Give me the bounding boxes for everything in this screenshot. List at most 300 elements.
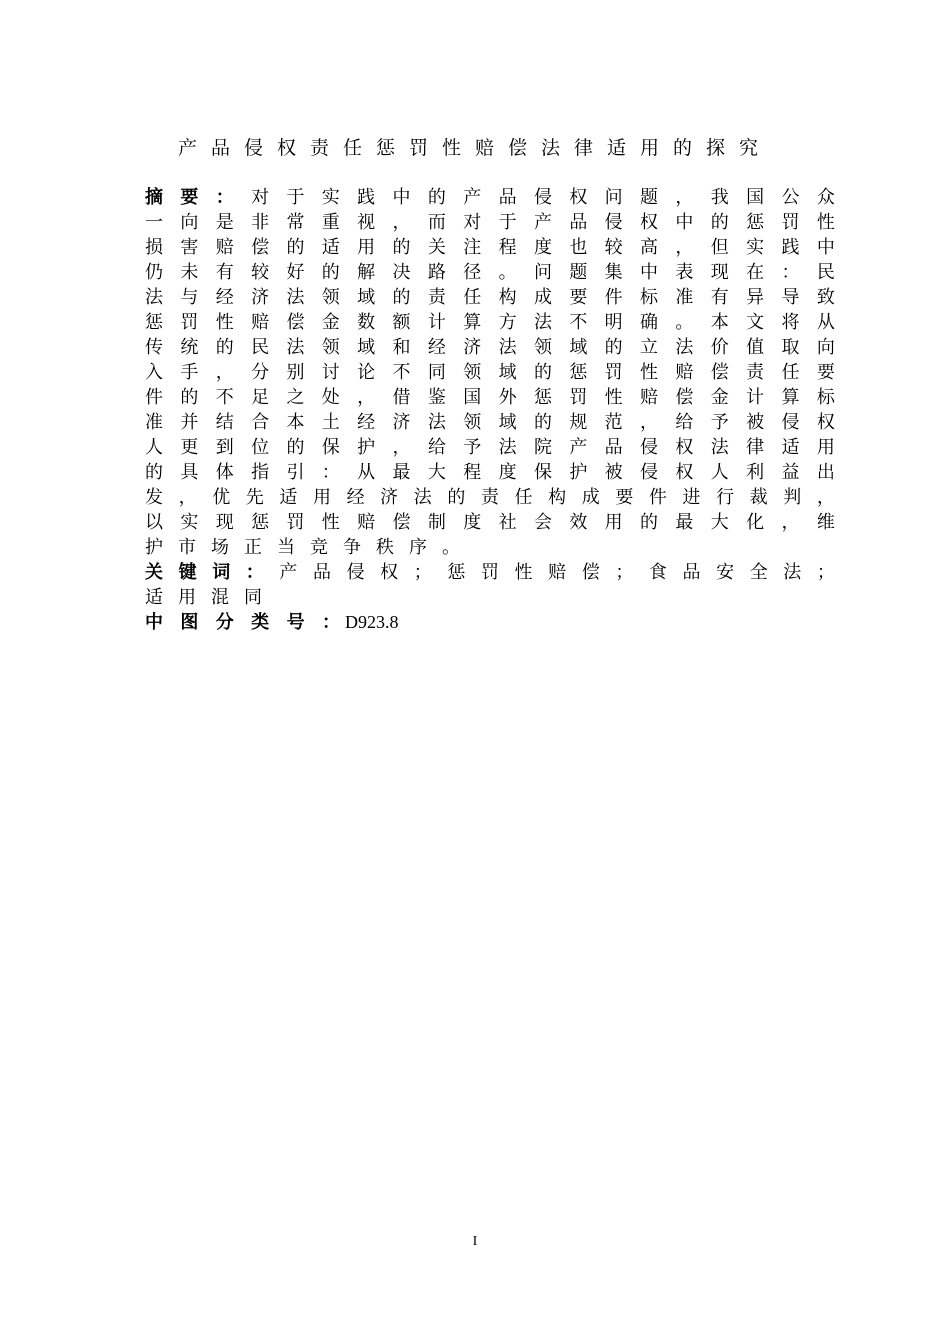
abstract-char: 标 — [640, 287, 659, 308]
abstract-char: 会 — [533, 512, 552, 533]
abstract-char: 计 — [746, 387, 765, 408]
abstract-char: 指 — [251, 462, 270, 483]
abstract-char: 准 — [675, 287, 694, 308]
abstract-char: 较 — [604, 237, 623, 258]
classification-label-char: 类 — [251, 612, 270, 633]
abstract-char: 实 — [321, 187, 340, 208]
abstract-char: 罚 — [604, 362, 623, 383]
keyword-char: 食 — [648, 562, 667, 583]
abstract-char: 程 — [498, 237, 517, 258]
abstract-char: 处 — [321, 387, 340, 408]
abstract-char: 程 — [463, 462, 482, 483]
abstract-char: 法 — [498, 337, 517, 358]
abstract-char: 济 — [463, 337, 482, 358]
abstract-char: 罚 — [569, 387, 588, 408]
keywords-label-char: 词 — [212, 562, 231, 583]
abstract-char: 别 — [286, 362, 305, 383]
abstract-char: 当 — [277, 537, 295, 558]
abstract-char: 的 — [640, 512, 659, 533]
abstract-char: 传 — [145, 337, 163, 358]
keyword-char: 安 — [716, 562, 735, 583]
abstract-char: 到 — [215, 437, 234, 458]
abstract-char: 惩 — [569, 362, 588, 383]
abstract-char: 以 — [145, 512, 163, 533]
abstract-char: 结 — [215, 412, 234, 433]
abstract-char: 偿 — [251, 237, 270, 258]
abstract-char: 标 — [816, 387, 835, 408]
keyword-char: 侵 — [346, 562, 365, 583]
abstract-char: 的 — [286, 237, 305, 258]
keywords-label-char: 键 — [178, 562, 197, 583]
abstract-char: 确 — [640, 312, 659, 333]
abstract-char: 经 — [346, 487, 365, 508]
abstract-line — [145, 335, 835, 360]
abstract-char: 大 — [710, 512, 729, 533]
abstract-char: 金 — [710, 387, 729, 408]
abstract-char: 秩 — [376, 537, 394, 558]
abstract-char: 权 — [816, 412, 835, 433]
abstract-char: 仍 — [145, 262, 163, 283]
abstract-line — [145, 460, 835, 485]
abstract-char: 数 — [357, 312, 376, 333]
keywords-label-char: 关 — [145, 562, 163, 583]
abstract-char: 品 — [498, 187, 517, 208]
abstract-char: 领 — [321, 287, 340, 308]
abstract-char: 产 — [463, 187, 482, 208]
abstract-char: 度 — [533, 237, 552, 258]
abstract-char: 中 — [816, 237, 835, 258]
abstract-char: 算 — [463, 312, 482, 333]
abstract-char: 的 — [604, 337, 623, 358]
abstract-char: 民 — [816, 262, 835, 283]
abstract-char: 予 — [463, 437, 482, 458]
abstract-char: 好 — [286, 262, 305, 283]
abstract-char: 进 — [682, 487, 701, 508]
abstract-char: ， — [781, 512, 800, 533]
abstract-char: 域 — [498, 362, 517, 383]
abstract-char: ： — [321, 462, 340, 483]
keyword-char: 同 — [244, 587, 262, 608]
abstract-char: 院 — [533, 437, 552, 458]
abstract-char: 范 — [604, 412, 623, 433]
abstract-char: 赔 — [675, 362, 694, 383]
abstract-line — [145, 485, 835, 510]
abstract-char: 度 — [498, 462, 517, 483]
abstract-char: 额 — [392, 312, 411, 333]
classification-label-char: 号 — [286, 612, 305, 633]
abstract-char: ， — [357, 387, 376, 408]
abstract-char: 众 — [816, 187, 835, 208]
abstract-char: 度 — [463, 512, 482, 533]
abstract-label-char: ： — [215, 187, 234, 208]
abstract-char: 成 — [533, 287, 552, 308]
abstract-line — [145, 410, 835, 435]
abstract-char: 优 — [212, 487, 231, 508]
abstract-char: 足 — [251, 387, 270, 408]
abstract-char: ， — [675, 237, 694, 258]
abstract-label-char: 要 — [180, 187, 199, 208]
abstract-char: 出 — [816, 462, 835, 483]
abstract-char: 济 — [392, 412, 411, 433]
abstract-char: 用 — [312, 487, 331, 508]
abstract-char: ， — [640, 412, 659, 433]
classification-label-char: 图 — [180, 612, 199, 633]
classification-label-char: ： — [321, 612, 340, 633]
abstract-char: 给 — [427, 437, 446, 458]
abstract-char: 问 — [604, 187, 623, 208]
abstract-char: ， — [392, 437, 411, 458]
abstract-char: 被 — [604, 462, 623, 483]
abstract-char: 径 — [463, 262, 482, 283]
abstract-char: ， — [675, 187, 694, 208]
abstract-char: 要 — [615, 487, 634, 508]
abstract-char: 之 — [286, 387, 305, 408]
abstract-char: 性 — [321, 512, 340, 533]
abstract-char: 。 — [442, 537, 460, 558]
abstract-char: 用 — [604, 512, 623, 533]
abstract-char: 惩 — [533, 387, 552, 408]
abstract-char: 场 — [211, 537, 229, 558]
abstract-char: 题 — [640, 187, 659, 208]
keyword-char: 品 — [682, 562, 701, 583]
abstract-char: 的 — [447, 487, 466, 508]
abstract-char: 是 — [215, 212, 234, 233]
abstract-char: 解 — [357, 262, 376, 283]
keyword-char: 罚 — [480, 562, 499, 583]
abstract-char: 视 — [357, 212, 376, 233]
abstract-char: 对 — [251, 187, 270, 208]
abstract-char: 借 — [392, 387, 411, 408]
abstract-char: 引 — [286, 462, 305, 483]
abstract-char: 方 — [498, 312, 517, 333]
abstract-char: 先 — [245, 487, 264, 508]
abstract-char: 赔 — [357, 512, 376, 533]
abstract-char: 侵 — [781, 412, 800, 433]
abstract-char: 侵 — [533, 187, 552, 208]
abstract-char: 本 — [710, 312, 729, 333]
abstract-char: 和 — [392, 337, 411, 358]
keyword-char: 赔 — [548, 562, 567, 583]
abstract-char: 经 — [215, 287, 234, 308]
abstract-char: 法 — [286, 337, 305, 358]
abstract-char: 适 — [321, 237, 340, 258]
abstract-char: 一 — [145, 212, 163, 233]
abstract-char: 统 — [180, 337, 199, 358]
abstract-char: 向 — [816, 337, 835, 358]
keyword-char: 惩 — [447, 562, 466, 583]
abstract-char: 计 — [427, 312, 446, 333]
abstract-char: 并 — [180, 412, 199, 433]
abstract-char: 从 — [357, 462, 376, 483]
abstract-char: 权 — [675, 462, 694, 483]
abstract-char: 对 — [463, 212, 482, 233]
abstract-char: 立 — [640, 337, 659, 358]
abstract-char: 值 — [746, 337, 765, 358]
abstract-char: 责 — [427, 287, 446, 308]
abstract-char: 的 — [533, 412, 552, 433]
keywords-line — [145, 560, 835, 585]
abstract-char: 导 — [781, 287, 800, 308]
abstract-char: 非 — [251, 212, 270, 233]
abstract-char: 致 — [816, 287, 835, 308]
abstract-line — [145, 210, 835, 235]
abstract-char: 民 — [251, 337, 270, 358]
abstract-line — [145, 260, 835, 285]
keyword-char: 混 — [211, 587, 229, 608]
abstract-char: 护 — [569, 462, 588, 483]
abstract-char: 中 — [640, 262, 659, 283]
abstract-label-char: 摘 — [145, 187, 163, 208]
abstract-first-line — [145, 185, 835, 210]
abstract-char: 侵 — [604, 212, 623, 233]
abstract-char: 益 — [781, 462, 800, 483]
abstract-char: 的 — [145, 462, 163, 483]
classification-label — [145, 610, 340, 635]
abstract-line — [145, 360, 835, 385]
abstract-char: 国 — [463, 387, 482, 408]
abstract-char: 论 — [357, 362, 376, 383]
abstract-char: 用 — [357, 237, 376, 258]
abstract-char: 位 — [251, 437, 270, 458]
abstract-char: 维 — [816, 512, 835, 533]
abstract-char: 责 — [746, 362, 765, 383]
abstract-line — [145, 435, 835, 460]
abstract-char: 价 — [710, 337, 729, 358]
abstract-char: 法 — [675, 337, 694, 358]
abstract-char: 于 — [286, 187, 305, 208]
abstract-char: ， — [215, 362, 234, 383]
abstract-char: 利 — [746, 462, 765, 483]
abstract-char: 域 — [357, 287, 376, 308]
abstract-char: 人 — [710, 462, 729, 483]
abstract-char: 我 — [710, 187, 729, 208]
abstract-char: 成 — [581, 487, 600, 508]
abstract-char: 适 — [279, 487, 298, 508]
abstract-char: 践 — [781, 237, 800, 258]
abstract-char: 金 — [321, 312, 340, 333]
abstract-char: ， — [816, 487, 835, 508]
abstract-char: 准 — [145, 412, 163, 433]
abstract-char: 惩 — [746, 212, 765, 233]
abstract-char: 保 — [533, 462, 552, 483]
abstract-char: 关 — [427, 237, 446, 258]
abstract-char: ， — [178, 487, 197, 508]
abstract-char: 要 — [816, 362, 835, 383]
abstract-char: 现 — [215, 512, 234, 533]
abstract-char: 罚 — [180, 312, 199, 333]
abstract-char: 手 — [180, 362, 199, 383]
abstract-char: 路 — [427, 262, 446, 283]
abstract-char: 体 — [215, 462, 234, 483]
abstract-char: 律 — [746, 437, 765, 458]
keyword-char: 性 — [514, 562, 533, 583]
abstract-char: 领 — [463, 362, 482, 383]
keyword-char: 适 — [145, 587, 163, 608]
abstract-line — [145, 510, 835, 535]
abstract-char: 给 — [675, 412, 694, 433]
abstract-char: 域 — [498, 412, 517, 433]
abstract-char: 惩 — [145, 312, 163, 333]
abstract-char: 文 — [746, 312, 765, 333]
abstract-char: 也 — [569, 237, 588, 258]
abstract-char: 济 — [251, 287, 270, 308]
keyword-char: 偿 — [581, 562, 600, 583]
abstract-char: 行 — [716, 487, 735, 508]
abstract-char: 域 — [569, 337, 588, 358]
abstract-char: 将 — [781, 312, 800, 333]
abstract-char: 的 — [215, 337, 234, 358]
abstract-char: 领 — [321, 337, 340, 358]
abstract-char: 予 — [710, 412, 729, 433]
abstract-char: 最 — [392, 462, 411, 483]
keyword-char: 权 — [380, 562, 399, 583]
abstract-char: 适 — [781, 437, 800, 458]
abstract-char: 法 — [413, 487, 432, 508]
abstract-char: 领 — [533, 337, 552, 358]
abstract-char: 的 — [710, 212, 729, 233]
abstract-char: 品 — [569, 212, 588, 233]
abstract-char: 任 — [463, 287, 482, 308]
abstract-char: 与 — [180, 287, 199, 308]
abstract-char: 问 — [533, 262, 552, 283]
abstract-char: 的 — [427, 187, 446, 208]
abstract-char: 在 — [746, 262, 765, 283]
abstract-char: 鉴 — [427, 387, 446, 408]
abstract-char: 偿 — [710, 362, 729, 383]
abstract-char: 有 — [710, 287, 729, 308]
abstract-char: 表 — [675, 262, 694, 283]
abstract-section — [145, 185, 835, 635]
abstract-char: 责 — [480, 487, 499, 508]
abstract-char: 序 — [409, 537, 427, 558]
abstract-char: 法 — [427, 412, 446, 433]
classification-label-char: 分 — [215, 612, 234, 633]
abstract-char: 经 — [357, 412, 376, 433]
abstract-char: 罚 — [286, 512, 305, 533]
abstract-line — [145, 535, 835, 560]
abstract-char: 正 — [244, 537, 262, 558]
abstract-char: ， — [392, 212, 411, 233]
abstract-char: 要 — [569, 287, 588, 308]
page-number: I — [472, 1234, 478, 1249]
abstract-char: 人 — [145, 437, 163, 458]
abstract-char: 性 — [215, 312, 234, 333]
abstract-char: 的 — [321, 262, 340, 283]
abstract-char: 入 — [145, 362, 163, 383]
abstract-char: 有 — [215, 262, 234, 283]
abstract-char: 具 — [180, 462, 199, 483]
abstract-char: 社 — [498, 512, 517, 533]
abstract-char: 竞 — [310, 537, 328, 558]
abstract-char: 市 — [178, 537, 196, 558]
classification-line — [145, 610, 835, 635]
abstract-char: 用 — [816, 437, 835, 458]
keyword-char: ； — [413, 562, 432, 583]
abstract-char: 损 — [145, 237, 163, 258]
abstract-char: 国 — [746, 187, 765, 208]
abstract-char: 件 — [604, 287, 623, 308]
abstract-char: 侵 — [640, 462, 659, 483]
document-title: 产品侵权责任惩罚性赔偿法律适用的探究 — [177, 137, 772, 159]
abstract-char: 外 — [498, 387, 517, 408]
abstract-line — [145, 385, 835, 410]
abstract-char: 的 — [392, 287, 411, 308]
abstract-char: 中 — [675, 212, 694, 233]
abstract-char: 罚 — [781, 212, 800, 233]
abstract-char: 权 — [675, 437, 694, 458]
abstract-char: 任 — [514, 487, 533, 508]
abstract-char: 权 — [569, 187, 588, 208]
abstract-char: 件 — [648, 487, 667, 508]
abstract-char: 性 — [640, 362, 659, 383]
abstract-char: 但 — [710, 237, 729, 258]
abstract-char: 重 — [321, 212, 340, 233]
abstract-char: 注 — [463, 237, 482, 258]
abstract-char: 偿 — [675, 387, 694, 408]
abstract-char: 性 — [816, 212, 835, 233]
abstract-char: 实 — [180, 512, 199, 533]
abstract-char: 赔 — [251, 312, 270, 333]
abstract-char: 不 — [215, 387, 234, 408]
abstract-char: 不 — [569, 312, 588, 333]
abstract-char: 赔 — [640, 387, 659, 408]
abstract-char: 较 — [251, 262, 270, 283]
abstract-char: 践 — [357, 187, 376, 208]
abstract-char: 产 — [569, 437, 588, 458]
abstract-char: 讨 — [321, 362, 340, 383]
keyword-char: ； — [816, 562, 835, 583]
abstract-char: 法 — [145, 287, 163, 308]
abstract-char: 取 — [781, 337, 800, 358]
abstract-char: 惩 — [251, 512, 270, 533]
keyword-char: 品 — [312, 562, 331, 583]
abstract-char: 件 — [145, 387, 163, 408]
keywords-continuation — [145, 585, 835, 610]
abstract-char: 法 — [498, 437, 517, 458]
abstract-char: 决 — [392, 262, 411, 283]
abstract-char: 从 — [816, 312, 835, 333]
abstract-line — [145, 285, 835, 310]
abstract-char: 中 — [392, 187, 411, 208]
abstract-char: 法 — [286, 287, 305, 308]
abstract-line — [145, 310, 835, 335]
abstract-char: 土 — [321, 412, 340, 433]
abstract-char: 而 — [427, 212, 446, 233]
abstract-char: 的 — [286, 437, 305, 458]
abstract-char: 。 — [675, 312, 694, 333]
abstract-char: 。 — [498, 262, 517, 283]
classification-value: D923.8 — [345, 612, 399, 632]
abstract-char: 被 — [746, 412, 765, 433]
abstract-char: 济 — [380, 487, 399, 508]
abstract-char: 域 — [357, 337, 376, 358]
abstract-char: 判 — [783, 487, 802, 508]
abstract-char: 的 — [180, 387, 199, 408]
abstract-char: 明 — [604, 312, 623, 333]
abstract-char: 法 — [533, 312, 552, 333]
abstract-char: 本 — [286, 412, 305, 433]
abstract-char: 的 — [533, 362, 552, 383]
abstract-char: 经 — [427, 337, 446, 358]
abstract-char: 异 — [746, 287, 765, 308]
abstract-char: 同 — [427, 362, 446, 383]
keyword-char: 全 — [749, 562, 768, 583]
abstract-char: 公 — [781, 187, 800, 208]
abstract-char: 效 — [569, 512, 588, 533]
abstract-char: 赔 — [215, 237, 234, 258]
abstract-char: 产 — [533, 212, 552, 233]
abstract-char: 护 — [357, 437, 376, 458]
